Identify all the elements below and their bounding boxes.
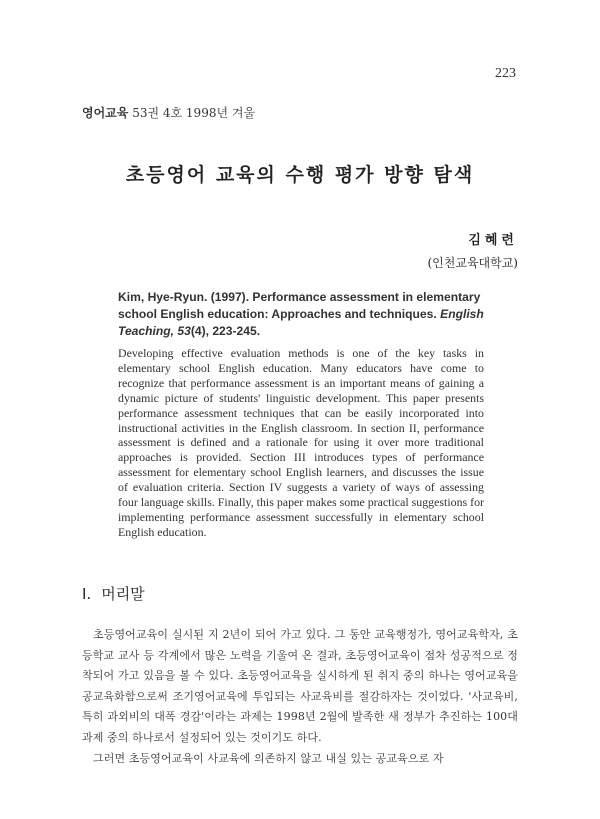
journal-issue: 53권 4호 1998년 겨울 [132,106,256,120]
citation-journal: English Teaching, 53 [118,307,484,338]
abstract [118,346,484,540]
citation [118,289,484,340]
section-heading [82,583,145,604]
body-paragraph: 초등영어교육이 실시된 지 2년이 되어 가고 있다. 그 동안 교육행정가, 영어교육학자, 초등학교 교사 등 각계에서 많은 노력을 기울여 온 결과, 초등영어교육이 점차 성공적으로 정착되어 가고 있음을 볼 수 있다. 초등영어교육을 실시하게 된 취지 중의 하나는 영어교육을 공교육화함으로써 조기영어교육에 투입되는 사교육비를 절감하자는 것이었다. '사교육비, 특히 과외비의 대폭 경감'이라는 과제는 1998년 2월에 발족한 새 정부가 추진하는 100대 과제 중의 하나로서 설정되어 있는 것이기도 하다. [82,628,518,744]
body-text [82,625,518,769]
journal-info [82,104,255,121]
citation-issue-pages: (4), 223-245. [190,324,261,338]
journal-name: 영어교육 [82,106,129,120]
author-block [427,229,518,271]
section-title: 머리말 [101,585,145,603]
abstract-text: Developing effective evaluation methods is one of the key tasks in elementary school English education. Many educators have come to recognize that performance assessment is an important means of gaining a dynamic picture of students' linguistic development. This paper presents performance assessment techniques that can be easily incorporated into instructional activities in the English classroom. In section II, performance assessment is defined and a rationale for using it over more traditional approaches is provided. Section III introduces types of performance assessment for elementary school English learners, and discusses the issue of evaluation criteria. Section IV suggests a variety of ways of assessing four language skills. Finally, this paper makes some practical suggestions for implementing performance assessment successfully in elementary school English education. [118,346,484,539]
body-paragraph: 그러면 초등영어교육이 사교육에 의존하지 않고 내실 있는 공교육으로 자 [93,751,444,765]
author-name: 김혜련 [468,233,518,248]
section-number: I. [82,585,92,603]
citation-text: Kim, Hye-Ryun. (1997). Performance assessment in elementary school English education: Approaches and techniques. [118,290,481,321]
page-number: 223 [495,66,516,81]
author-affiliation: (인천교육대학교) [427,256,518,270]
paper-title: 초등영어 교육의 수행 평가 방향 탐색 [125,164,475,186]
